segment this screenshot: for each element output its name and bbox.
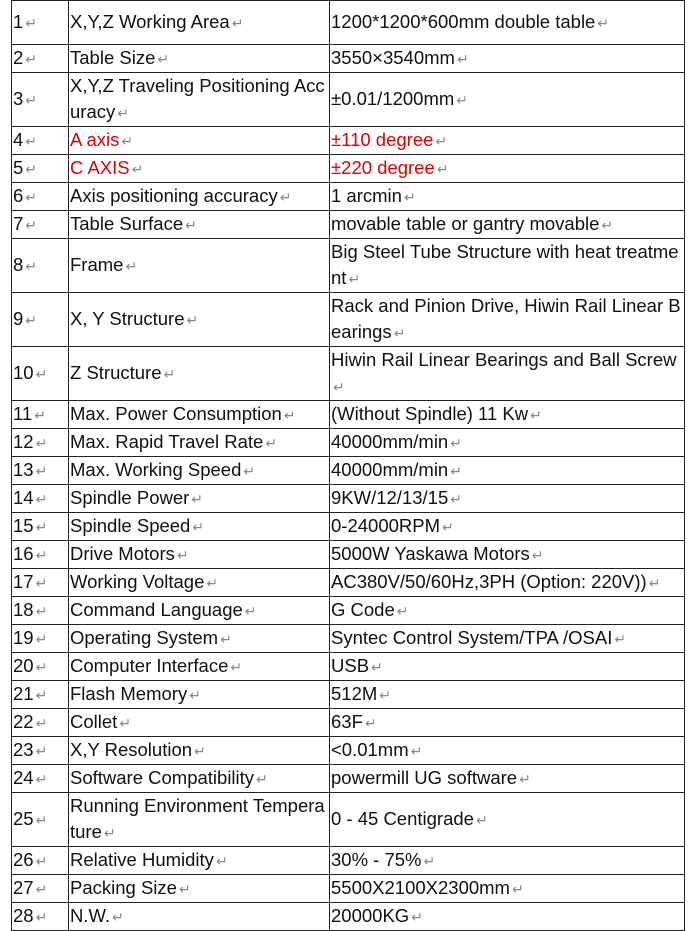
- paragraph-mark-icon: ↵: [35, 853, 48, 869]
- paragraph-mark-icon: ↵: [25, 217, 38, 233]
- spec-value-cell-text: Rack and Pinion Drive, Hiwin Rail Linear Bearings: [331, 295, 681, 342]
- spec-label-cell[interactable]: [69, 625, 330, 653]
- table-row: [12, 681, 685, 709]
- spec-label-cell[interactable]: [69, 1, 330, 45]
- spec-value-cell[interactable]: [330, 457, 685, 485]
- spec-value-cell-text: ±0.01/1200mm: [331, 88, 455, 109]
- paragraph-mark-icon: ↵: [35, 715, 48, 731]
- spec-value-cell[interactable]: [330, 1, 685, 45]
- row-number-cell[interactable]: [12, 485, 69, 513]
- spec-label-cell[interactable]: [69, 485, 330, 513]
- spec-value-cell-text: 5500X2100X2300mm: [331, 877, 510, 898]
- spec-value-cell-text: 20000KG: [331, 905, 410, 926]
- spec-label-cell-text: Spindle Speed: [70, 515, 191, 536]
- spec-value-cell-text: 512M: [331, 683, 378, 704]
- spec-value-cell-text: 1 arcmin: [331, 185, 402, 206]
- paragraph-mark-icon: ↵: [403, 189, 416, 205]
- spec-value-cell[interactable]: [330, 239, 685, 293]
- row-number-cell[interactable]: [12, 737, 69, 765]
- row-number-cell[interactable]: [12, 847, 69, 875]
- row-number-cell-text: 27: [13, 877, 34, 898]
- spec-value-cell[interactable]: [330, 155, 685, 183]
- spec-value-cell[interactable]: [330, 541, 685, 569]
- paragraph-mark-icon: ↵: [597, 15, 610, 31]
- paragraph-mark-icon: ↵: [35, 435, 48, 451]
- spec-value-cell[interactable]: [330, 485, 685, 513]
- row-number-cell-text: 25: [13, 808, 34, 829]
- spec-label-cell-text: Command Language: [70, 599, 243, 620]
- paragraph-mark-icon: ↵: [456, 92, 469, 108]
- spec-value-cell-text: Big Steel Tube Structure with heat treatment: [331, 241, 679, 288]
- table-row: [12, 903, 685, 931]
- paragraph-mark-icon: ↵: [393, 325, 406, 341]
- spec-value-cell[interactable]: [330, 597, 685, 625]
- spec-value-cell[interactable]: [330, 45, 685, 73]
- paragraph-mark-icon: ↵: [189, 687, 201, 703]
- table-row: [12, 653, 685, 681]
- row-number-cell-text: 10: [13, 362, 34, 383]
- table-row: [12, 155, 685, 183]
- row-number-cell-text: 7: [13, 213, 24, 234]
- table-row: [12, 541, 685, 569]
- spec-value-cell-text: 0 - 45 Centigrade: [331, 808, 474, 829]
- row-number-cell-text: 18: [13, 599, 34, 620]
- spec-label-cell-text: Flash Memory: [70, 683, 188, 704]
- spec-label-cell[interactable]: [69, 513, 330, 541]
- spec-label-cell-text: Collet: [70, 711, 118, 732]
- row-number-cell-text: 20: [13, 655, 34, 676]
- row-number-cell-text: 11: [13, 403, 33, 424]
- table-row: [12, 45, 685, 73]
- spec-label-cell-text: Relative Humidity: [70, 849, 214, 870]
- row-number-cell-text: 28: [13, 905, 34, 926]
- spec-value-cell[interactable]: [330, 211, 685, 239]
- spec-value-cell-text: 30% - 75%: [331, 849, 422, 870]
- paragraph-mark-icon: ↵: [103, 825, 116, 841]
- spec-value-cell-text: (Without Spindle) 11 Kw: [331, 403, 529, 424]
- spec-value-cell-text: 40000mm/min: [331, 431, 449, 452]
- row-number-cell-text: 23: [13, 739, 34, 760]
- paragraph-mark-icon: ↵: [601, 217, 614, 233]
- row-number-cell-text: 5: [13, 157, 24, 178]
- paragraph-mark-icon: ↵: [530, 407, 542, 423]
- paragraph-mark-icon: ↵: [35, 463, 48, 479]
- spec-label-cell-text: Spindle Power: [70, 487, 190, 508]
- spec-label-cell[interactable]: [69, 457, 330, 485]
- spec-value-cell[interactable]: [330, 709, 685, 737]
- paragraph-mark-icon: ↵: [519, 771, 531, 787]
- spec-label-cell[interactable]: [69, 541, 330, 569]
- row-number-cell-text: 14: [13, 487, 34, 508]
- row-number-cell[interactable]: [12, 903, 69, 931]
- row-number-cell[interactable]: [12, 709, 69, 737]
- spec-label-cell[interactable]: [69, 239, 330, 293]
- spec-value-cell-text: 0-24000RPM: [331, 515, 441, 536]
- spec-value-cell-text: AC380V/50/60Hz,3PH (Option: 220V)): [331, 571, 647, 592]
- spec-value-cell[interactable]: [330, 401, 685, 429]
- spec-label-cell[interactable]: [69, 429, 330, 457]
- paragraph-mark-icon: ↵: [511, 881, 524, 897]
- paragraph-mark-icon: ↵: [206, 575, 219, 591]
- spec-label-cell-text: Computer Interface: [70, 655, 229, 676]
- paragraph-mark-icon: ↵: [450, 435, 462, 451]
- row-number-cell[interactable]: [12, 401, 69, 429]
- spec-value-cell[interactable]: [330, 681, 685, 709]
- spec-value-cell[interactable]: [330, 793, 685, 847]
- spec-value-cell[interactable]: [330, 903, 685, 931]
- row-number-cell[interactable]: [12, 293, 69, 347]
- spec-value-cell-text: movable table or gantry movable: [331, 213, 600, 234]
- paragraph-mark-icon: ↵: [25, 92, 38, 108]
- spec-label-cell-text: C AXIS: [70, 157, 130, 178]
- paragraph-mark-icon: ↵: [442, 519, 454, 535]
- paragraph-mark-icon: ↵: [35, 659, 48, 675]
- paragraph-mark-icon: ↵: [35, 771, 48, 787]
- table-row: [12, 183, 685, 211]
- row-number-cell-text: 3: [13, 88, 24, 109]
- spec-value-cell[interactable]: [330, 653, 685, 681]
- paragraph-mark-icon: ↵: [475, 812, 488, 828]
- paragraph-mark-icon: ↵: [35, 603, 48, 619]
- paragraph-mark-icon: ↵: [186, 312, 199, 328]
- paragraph-mark-icon: ↵: [244, 603, 257, 619]
- paragraph-mark-icon: ↵: [333, 379, 345, 395]
- paragraph-mark-icon: ↵: [283, 407, 296, 423]
- row-number-cell-text: 9: [13, 308, 24, 329]
- row-number-cell-text: 13: [13, 459, 34, 480]
- table-row: [12, 347, 685, 401]
- table-row: [12, 513, 685, 541]
- paragraph-mark-icon: ↵: [230, 659, 243, 675]
- spec-value-cell[interactable]: [330, 513, 685, 541]
- spec-label-cell-text: X,Y,Z Working Area: [70, 11, 230, 32]
- table-row: [12, 765, 685, 793]
- spec-value-cell[interactable]: [330, 569, 685, 597]
- row-number-cell-text: 4: [13, 129, 24, 150]
- table-row: [12, 847, 685, 875]
- spec-label-cell[interactable]: [69, 183, 330, 211]
- spec-value-cell-text: powermill UG software: [331, 767, 518, 788]
- spec-label-cell[interactable]: [69, 709, 330, 737]
- table-row: [12, 485, 685, 513]
- table-row: [12, 569, 685, 597]
- row-number-cell-text: 8: [13, 254, 24, 275]
- spec-label-cell-text: A axis: [70, 129, 120, 150]
- paragraph-mark-icon: ↵: [435, 133, 448, 149]
- paragraph-mark-icon: ↵: [25, 258, 38, 274]
- spec-value-cell[interactable]: [330, 429, 685, 457]
- row-number-cell[interactable]: [12, 513, 69, 541]
- spec-label-cell-text: Max. Working Speed: [70, 459, 242, 480]
- spec-value-cell-text: G Code: [331, 599, 395, 620]
- paragraph-mark-icon: ↵: [131, 161, 144, 177]
- row-number-cell[interactable]: [12, 429, 69, 457]
- paragraph-mark-icon: ↵: [35, 547, 48, 563]
- paragraph-mark-icon: ↵: [34, 407, 46, 423]
- spec-label-cell[interactable]: [69, 155, 330, 183]
- spec-value-cell-text: USB: [331, 655, 370, 676]
- row-number-cell[interactable]: [12, 1, 69, 45]
- spec-value-cell-text: ±110 degree: [331, 129, 434, 150]
- spec-label-cell[interactable]: [69, 597, 330, 625]
- paragraph-mark-icon: ↵: [35, 743, 48, 759]
- row-number-cell-text: 16: [13, 543, 34, 564]
- row-number-cell[interactable]: [12, 875, 69, 903]
- paragraph-mark-icon: ↵: [220, 631, 232, 647]
- paragraph-mark-icon: ↵: [35, 519, 48, 535]
- spec-label-cell[interactable]: [69, 875, 330, 903]
- paragraph-mark-icon: ↵: [265, 435, 278, 451]
- spec-label-cell-text: Axis positioning accuracy: [70, 185, 278, 206]
- spec-value-cell[interactable]: [330, 847, 685, 875]
- row-number-cell[interactable]: [12, 793, 69, 847]
- spec-label-cell[interactable]: [69, 681, 330, 709]
- spec-label-cell[interactable]: [69, 45, 330, 73]
- spec-label-cell-text: Packing Size: [70, 877, 177, 898]
- spec-label-cell-text: Table Size: [70, 47, 156, 68]
- spec-value-cell[interactable]: [330, 293, 685, 347]
- paragraph-mark-icon: ↵: [25, 189, 38, 205]
- paragraph-mark-icon: ↵: [119, 715, 132, 731]
- paragraph-mark-icon: ↵: [396, 603, 409, 619]
- spec-label-cell[interactable]: [69, 293, 330, 347]
- table-row: [12, 737, 685, 765]
- paragraph-mark-icon: ↵: [25, 133, 38, 149]
- paragraph-mark-icon: ↵: [191, 491, 204, 507]
- paragraph-mark-icon: ↵: [121, 133, 134, 149]
- spec-table-body: [12, 1, 685, 931]
- row-number-cell-text: 22: [13, 711, 34, 732]
- row-number-cell-text: 1: [13, 11, 24, 32]
- row-number-cell-text: 24: [13, 767, 34, 788]
- table-row: [12, 401, 685, 429]
- paragraph-mark-icon: ↵: [35, 575, 48, 591]
- paragraph-mark-icon: ↵: [25, 15, 38, 31]
- table-row: [12, 127, 685, 155]
- spec-value-cell-text: 5000W Yaskawa Motors: [331, 543, 530, 564]
- spec-value-cell[interactable]: [330, 183, 685, 211]
- paragraph-mark-icon: ↵: [192, 519, 205, 535]
- spec-value-cell[interactable]: [330, 875, 685, 903]
- table-row: [12, 597, 685, 625]
- row-number-cell[interactable]: [12, 211, 69, 239]
- table-row: [12, 625, 685, 653]
- row-number-cell[interactable]: [12, 457, 69, 485]
- spec-value-cell-text: 3550×3540mm: [331, 47, 455, 68]
- paragraph-mark-icon: ↵: [185, 217, 197, 233]
- paragraph-mark-icon: ↵: [35, 909, 48, 925]
- row-number-cell[interactable]: [12, 541, 69, 569]
- spec-label-cell-text: X,Y Resolution: [70, 739, 193, 760]
- table-row: [12, 875, 685, 903]
- row-number-cell[interactable]: [12, 681, 69, 709]
- row-number-cell-text: 2: [13, 47, 24, 68]
- paragraph-mark-icon: ↵: [35, 881, 48, 897]
- spec-label-cell[interactable]: [69, 737, 330, 765]
- row-number-cell[interactable]: [12, 625, 69, 653]
- paragraph-mark-icon: ↵: [25, 312, 38, 328]
- paragraph-mark-icon: ↵: [411, 909, 423, 925]
- paragraph-mark-icon: ↵: [614, 631, 627, 647]
- paragraph-mark-icon: ↵: [25, 161, 38, 177]
- paragraph-mark-icon: ↵: [279, 189, 292, 205]
- paragraph-mark-icon: ↵: [163, 366, 176, 382]
- spec-label-cell[interactable]: [69, 211, 330, 239]
- paragraph-mark-icon: ↵: [450, 491, 462, 507]
- spec-label-cell-text: X, Y Structure: [70, 308, 185, 329]
- spec-label-cell[interactable]: [69, 653, 330, 681]
- paragraph-mark-icon: ↵: [125, 258, 138, 274]
- paragraph-mark-icon: ↵: [348, 271, 361, 287]
- spec-label-cell-text: Frame: [70, 254, 124, 275]
- paragraph-mark-icon: ↵: [243, 463, 256, 479]
- paragraph-mark-icon: ↵: [231, 15, 244, 31]
- paragraph-mark-icon: ↵: [35, 366, 48, 382]
- spec-label-cell[interactable]: [69, 569, 330, 597]
- row-number-cell[interactable]: [12, 765, 69, 793]
- row-number-cell-text: 26: [13, 849, 34, 870]
- paragraph-mark-icon: ↵: [436, 161, 449, 177]
- spec-label-cell-text: Table Surface: [70, 213, 184, 234]
- spec-value-cell-text: Syntec Control System/TPA /OSAI: [331, 627, 613, 648]
- spec-value-cell[interactable]: [330, 765, 685, 793]
- row-number-cell-text: 12: [13, 431, 34, 452]
- paragraph-mark-icon: ↵: [25, 51, 38, 67]
- spec-value-cell-text: Hiwin Rail Linear Bearings and Ball Screw: [331, 349, 677, 370]
- spec-label-cell[interactable]: [69, 401, 330, 429]
- table-row: [12, 429, 685, 457]
- table-row: [12, 709, 685, 737]
- spec-label-cell[interactable]: [69, 73, 330, 127]
- row-number-cell[interactable]: [12, 45, 69, 73]
- row-number-cell[interactable]: [12, 597, 69, 625]
- spec-value-cell-text: <0.01mm: [331, 739, 409, 760]
- spec-table: [11, 0, 685, 931]
- paragraph-mark-icon: ↵: [117, 105, 129, 121]
- paragraph-mark-icon: ↵: [35, 687, 48, 703]
- spec-value-cell-text: 40000mm/min: [331, 459, 449, 480]
- spec-value-cell[interactable]: [330, 127, 685, 155]
- spec-table-container: [11, 0, 689, 931]
- paragraph-mark-icon: ↵: [215, 853, 228, 869]
- spec-label-cell[interactable]: [69, 347, 330, 401]
- paragraph-mark-icon: ↵: [531, 547, 544, 563]
- spec-label-cell-text: Max. Power Consumption: [70, 403, 282, 424]
- paragraph-mark-icon: ↵: [194, 743, 206, 759]
- paragraph-mark-icon: ↵: [410, 743, 423, 759]
- spec-label-cell-text: Drive Motors: [70, 543, 175, 564]
- row-number-cell[interactable]: [12, 653, 69, 681]
- spec-label-cell-text: Z Structure: [70, 362, 162, 383]
- spec-label-cell-text: Software Compatibility: [70, 767, 255, 788]
- row-number-cell[interactable]: [12, 569, 69, 597]
- spec-label-cell-text: N.W.: [70, 905, 111, 926]
- row-number-cell-text: 17: [13, 571, 34, 592]
- row-number-cell[interactable]: [12, 239, 69, 293]
- row-number-cell[interactable]: [12, 127, 69, 155]
- spec-label-cell-text: X,Y,Z Traveling Positioning Accuracy: [70, 75, 325, 122]
- table-row: [12, 793, 685, 847]
- spec-label-cell-text: Operating System: [70, 627, 219, 648]
- paragraph-mark-icon: ↵: [176, 547, 189, 563]
- spec-label-cell[interactable]: [69, 847, 330, 875]
- spec-value-cell-text: 9KW/12/13/15: [331, 487, 449, 508]
- paragraph-mark-icon: ↵: [178, 881, 191, 897]
- row-number-cell[interactable]: [12, 183, 69, 211]
- paragraph-mark-icon: ↵: [35, 491, 48, 507]
- spec-value-cell-text: 1200*1200*600mm double table: [331, 11, 596, 32]
- spec-label-cell[interactable]: [69, 903, 330, 931]
- paragraph-mark-icon: ↵: [456, 51, 469, 67]
- spec-value-cell[interactable]: [330, 625, 685, 653]
- paragraph-mark-icon: ↵: [35, 631, 48, 647]
- table-row: [12, 239, 685, 293]
- row-number-cell-text: 19: [13, 627, 34, 648]
- spec-value-cell[interactable]: [330, 347, 685, 401]
- spec-label-cell-text: Max. Rapid Travel Rate: [70, 431, 264, 452]
- paragraph-mark-icon: ↵: [648, 575, 661, 591]
- table-row: [12, 1, 685, 45]
- paragraph-mark-icon: ↵: [423, 853, 436, 869]
- table-row: [12, 73, 685, 127]
- paragraph-mark-icon: ↵: [371, 659, 383, 675]
- paragraph-mark-icon: ↵: [35, 812, 48, 828]
- spec-value-cell-text: 63F: [331, 711, 363, 732]
- row-number-cell-text: 15: [13, 515, 34, 536]
- paragraph-mark-icon: ↵: [256, 771, 268, 787]
- row-number-cell[interactable]: [12, 347, 69, 401]
- table-row: [12, 211, 685, 239]
- spec-label-cell[interactable]: [69, 127, 330, 155]
- paragraph-mark-icon: ↵: [112, 909, 124, 925]
- row-number-cell[interactable]: [12, 73, 69, 127]
- spec-label-cell-text: Running Environment Temperature: [70, 795, 325, 842]
- spec-label-cell[interactable]: [69, 793, 330, 847]
- row-number-cell-text: 21: [13, 683, 34, 704]
- table-row: [12, 293, 685, 347]
- paragraph-mark-icon: ↵: [364, 715, 377, 731]
- spec-label-cell-text: Working Voltage: [70, 571, 205, 592]
- table-row: [12, 457, 685, 485]
- paragraph-mark-icon: ↵: [157, 51, 170, 67]
- paragraph-mark-icon: ↵: [450, 463, 462, 479]
- paragraph-mark-icon: ↵: [379, 687, 392, 703]
- spec-value-cell[interactable]: [330, 737, 685, 765]
- spec-value-cell-text: ±220 degree: [331, 157, 435, 178]
- row-number-cell[interactable]: [12, 155, 69, 183]
- spec-value-cell[interactable]: [330, 73, 685, 127]
- row-number-cell-text: 6: [13, 185, 24, 206]
- spec-label-cell[interactable]: [69, 765, 330, 793]
